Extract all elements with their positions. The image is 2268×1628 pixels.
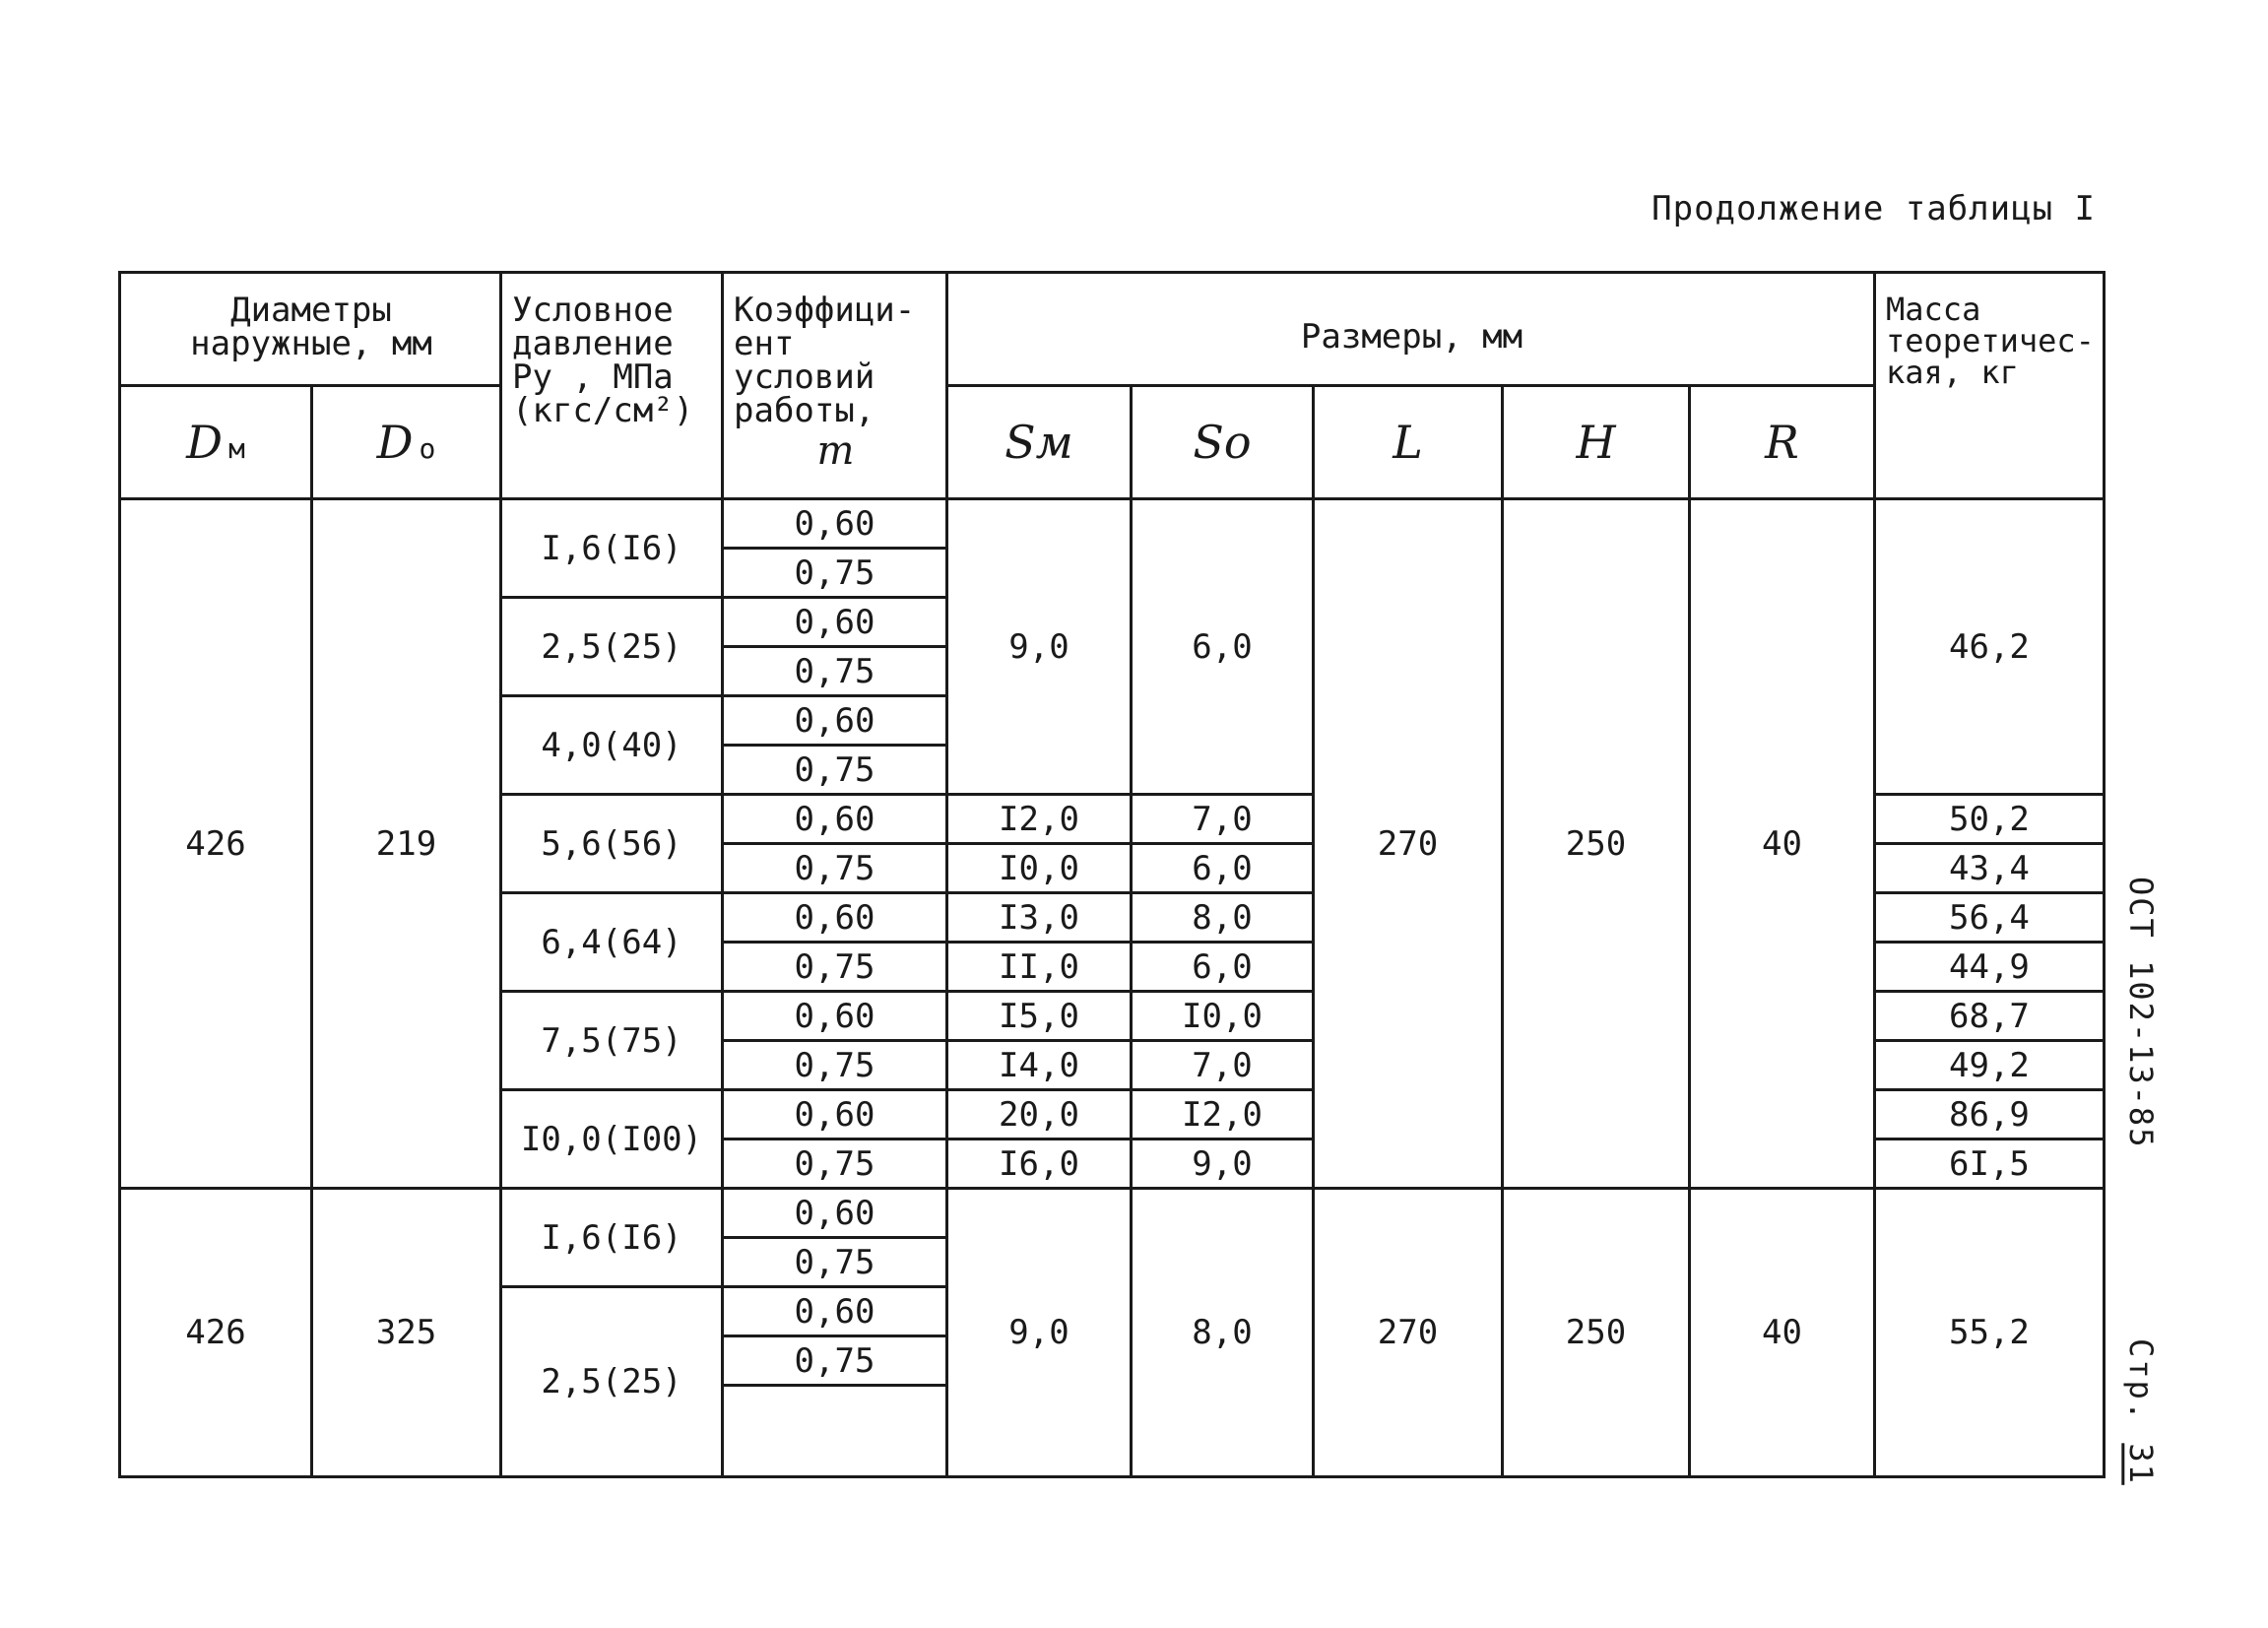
cell-s-o: I0,0 <box>1132 992 1314 1041</box>
cell-s-o: 6,0 <box>1132 499 1314 795</box>
header-s-o: Sо <box>1132 386 1314 499</box>
header-s-m: Sм <box>947 386 1132 499</box>
cell-mass: 43,4 <box>1875 844 2105 893</box>
cell-s-o: 7,0 <box>1132 795 1314 844</box>
cell-mass: 50,2 <box>1875 795 2105 844</box>
cell-m: 0,60 <box>723 1189 947 1238</box>
cell-s-o: 7,0 <box>1132 1041 1314 1090</box>
cell-m: 0,60 <box>723 696 947 746</box>
cell-m: 0,75 <box>723 1238 947 1287</box>
cell-s-m: 9,0 <box>947 1189 1132 1477</box>
side-label-doc: ОСТ 102-13-85 <box>2122 877 2160 1149</box>
cell-s-o: 8,0 <box>1132 1189 1314 1477</box>
cell-s-m: I0,0 <box>947 844 1132 893</box>
header-h: H <box>1503 386 1690 499</box>
cell-s-m: 20,0 <box>947 1090 1132 1140</box>
cell-s-o: I2,0 <box>1132 1090 1314 1140</box>
header-d-o: D о <box>312 386 501 499</box>
cell-mass: 49,2 <box>1875 1041 2105 1090</box>
cell-pressure: I,6(I6) <box>501 1189 723 1287</box>
cell-s-m: II,0 <box>947 943 1132 992</box>
cell-d-o: 219 <box>312 499 501 1189</box>
header-mass: Масса теоретичес- кая, кг <box>1875 273 2105 499</box>
cell-m: 0,60 <box>723 499 947 549</box>
cell-m: 0,75 <box>723 1140 947 1189</box>
cell-r: 40 <box>1690 1189 1875 1477</box>
cell-m: 0,60 <box>723 992 947 1041</box>
cell-pressure: 2,5(25) <box>501 598 723 696</box>
cell-mass: 6I,5 <box>1875 1140 2105 1189</box>
table-row <box>120 499 2105 549</box>
cell-s-m: I6,0 <box>947 1140 1132 1189</box>
cell-pressure: 6,4(64) <box>501 893 723 992</box>
cell-m: 0,75 <box>723 844 947 893</box>
cell-s-o: 6,0 <box>1132 943 1314 992</box>
header-d-m: D м <box>120 386 312 499</box>
table-row <box>120 1189 2105 1238</box>
cell-m: 0,75 <box>723 647 947 696</box>
cell-h: 250 <box>1503 499 1690 1189</box>
cell-pressure: I0,0(I00) <box>501 1090 723 1189</box>
cell-m: 0,60 <box>723 1090 947 1140</box>
cell-pressure: I,6(I6) <box>501 499 723 598</box>
header-coef-label: Коэффици- ент условий работы, <box>734 291 916 430</box>
cell-s-m: I5,0 <box>947 992 1132 1041</box>
side-label <box>2122 877 2181 1485</box>
cell-pressure: 5,6(56) <box>501 795 723 893</box>
cell-mass: 86,9 <box>1875 1090 2105 1140</box>
header-r: R <box>1690 386 1875 499</box>
cell-mass: 44,9 <box>1875 943 2105 992</box>
cell-m: 0,75 <box>723 549 947 598</box>
cell-m: 0,75 <box>723 746 947 795</box>
cell-s-o: 8,0 <box>1132 893 1314 943</box>
cell-m: 0,60 <box>723 598 947 647</box>
cell-r: 40 <box>1690 499 1875 1189</box>
table-caption: Продолжение таблицы I <box>1652 189 2096 228</box>
header-diameters: Диаметры наружные, мм <box>120 273 501 386</box>
cell-d-m: 426 <box>120 1189 312 1477</box>
side-label-page: Стр. <box>2122 1337 2160 1423</box>
cell-m: 0,60 <box>723 893 947 943</box>
header-l: L <box>1314 386 1503 499</box>
cell-m: 0,75 <box>723 943 947 992</box>
side-label-page-number: 31 <box>2122 1443 2160 1485</box>
cell-mass: 55,2 <box>1875 1189 2105 1477</box>
cell-l: 270 <box>1314 1189 1503 1477</box>
cell-mass: 56,4 <box>1875 893 2105 943</box>
cell-m: 0,75 <box>723 1336 947 1386</box>
cell-mass: 46,2 <box>1875 499 2105 795</box>
cell-s-o: 9,0 <box>1132 1140 1314 1189</box>
cell-d-o: 325 <box>312 1189 501 1477</box>
cell-s-o: 6,0 <box>1132 844 1314 893</box>
cell-m: 0,60 <box>723 1287 947 1336</box>
cell-pressure: 7,5(75) <box>501 992 723 1090</box>
cell-s-m: 9,0 <box>947 499 1132 795</box>
header-coef <box>723 273 947 499</box>
cell-mass: 68,7 <box>1875 992 2105 1041</box>
header-sizes: Размеры, мм <box>947 273 1875 386</box>
cell-h: 250 <box>1503 1189 1690 1477</box>
header-coef-symbol: m <box>816 428 855 474</box>
cell-pressure: 2,5(25) <box>501 1287 723 1477</box>
cell-l: 270 <box>1314 499 1503 1189</box>
cell-s-m: I3,0 <box>947 893 1132 943</box>
cell-m-empty <box>723 1386 947 1477</box>
data-table <box>118 271 2106 1478</box>
header-pressure: Условное давление Ру , МПа (кгс/см²) <box>501 273 723 499</box>
cell-d-m: 426 <box>120 499 312 1189</box>
cell-m: 0,75 <box>723 1041 947 1090</box>
cell-m: 0,60 <box>723 795 947 844</box>
cell-s-m: I4,0 <box>947 1041 1132 1090</box>
cell-pressure: 4,0(40) <box>501 696 723 795</box>
cell-s-m: I2,0 <box>947 795 1132 844</box>
